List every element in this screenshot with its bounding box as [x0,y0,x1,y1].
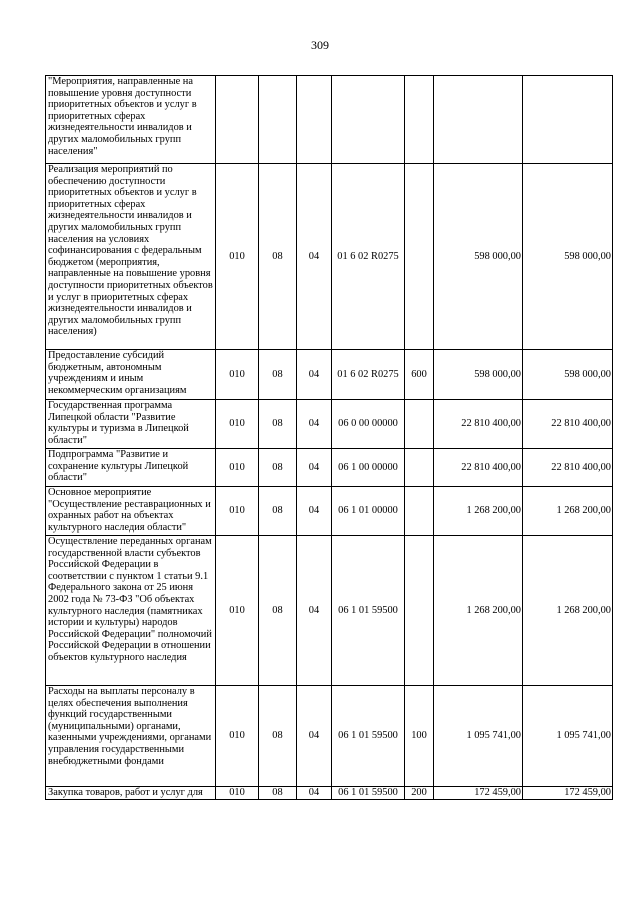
target-article-code: 01 6 02 R0275 [332,350,405,400]
amount-1: 22 810 400,00 [434,449,523,487]
expense-type-code: 600 [405,350,434,400]
ministry-code: 010 [216,400,259,449]
row-name: Государственная программа Липецкой области "Развитие культуры и туризма в Липецкой области" [46,400,216,449]
table-row [46,350,613,400]
subsection-code: 04 [297,787,332,800]
amount-2: 598 000,00 [523,350,613,400]
subsection-code: 04 [297,164,332,350]
amount-1: 1 095 741,00 [434,686,523,787]
target-article-code: 06 1 00 00000 [332,449,405,487]
section-code: 08 [259,400,297,449]
subsection-code: 04 [297,686,332,787]
amount-1 [434,76,523,164]
ministry-code [216,76,259,164]
ministry-code: 010 [216,164,259,350]
target-article-code: 06 1 01 59500 [332,536,405,686]
table-row [46,487,613,536]
amount-1: 1 268 200,00 [434,536,523,686]
section-code: 08 [259,536,297,686]
table-row [46,76,613,164]
section-code: 08 [259,487,297,536]
target-article-code: 06 0 00 00000 [332,400,405,449]
section-code: 08 [259,787,297,800]
section-code [259,76,297,164]
amount-1: 22 810 400,00 [434,400,523,449]
subsection-code: 04 [297,350,332,400]
row-name: Расходы на выплаты персоналу в целях обеспечения выполнения функций государственными (муниципальными) органами, казенными учреждениями, органами управления государственными внебюджетными фондами [46,686,216,787]
expense-type-code [405,76,434,164]
expense-type-code [405,536,434,686]
ministry-code: 010 [216,350,259,400]
row-name: Подпрограмма "Развитие и сохранение культуры Липецкой области" [46,449,216,487]
expense-type-code [405,400,434,449]
page-number: 309 [311,38,329,52]
section-code: 08 [259,350,297,400]
table-row [46,449,613,487]
ministry-code: 010 [216,787,259,800]
row-name: Предоставление субсидий бюджетным, автономным учреждениям и иным некоммерческим организациям [46,350,216,400]
ministry-code: 010 [216,487,259,536]
row-name: Осуществление переданных органам государственной власти субъектов Российской Федерации в соответствии с пунктом 1 статьи 9.1 Федерального закона от 25 июня 2002 года № 73-ФЗ "Об объектах культурного наследия (памятниках истории и культуры) народов Российской Федерации" полномочий Российской Федерации в отношении объектов культурного наследия [46,536,216,686]
amount-2: 1 095 741,00 [523,686,613,787]
section-code: 08 [259,449,297,487]
table-row [46,164,613,350]
table-row [46,536,613,686]
amount-1: 1 268 200,00 [434,487,523,536]
target-article-code: 06 1 01 00000 [332,487,405,536]
subsection-code: 04 [297,449,332,487]
expense-type-code: 100 [405,686,434,787]
subsection-code [297,76,332,164]
target-article-code: 06 1 01 59500 [332,787,405,800]
table-row [46,787,613,800]
amount-1: 172 459,00 [434,787,523,800]
amount-2: 22 810 400,00 [523,400,613,449]
amount-2: 172 459,00 [523,787,613,800]
expense-type-code [405,449,434,487]
table-row [46,400,613,449]
row-name: Закупка товаров, работ и услуг для [46,787,216,800]
subsection-code: 04 [297,487,332,536]
target-article-code [332,76,405,164]
subsection-code: 04 [297,400,332,449]
section-code: 08 [259,164,297,350]
section-code: 08 [259,686,297,787]
row-name: Реализация мероприятий по обеспечению доступности приоритетных объектов и услуг в приоритетных сферах жизнедеятельности инвалидов и других маломобильных групп населения на условиях софинансирования с федеральным бюджетом (мероприятия, направленные на повышение уровня доступности приоритетных объектов и услуг в приоритетных сферах жизнедеятельности инвалидов и других маломобильных групп населения) [46,164,216,350]
amount-2: 598 000,00 [523,164,613,350]
expense-type-code [405,164,434,350]
amount-1: 598 000,00 [434,164,523,350]
amount-2 [523,76,613,164]
ministry-code: 010 [216,449,259,487]
target-article-code: 01 6 02 R0275 [332,164,405,350]
ministry-code: 010 [216,536,259,686]
budget-table [45,75,613,800]
ministry-code: 010 [216,686,259,787]
amount-2: 1 268 200,00 [523,487,613,536]
amount-1: 598 000,00 [434,350,523,400]
amount-2: 1 268 200,00 [523,536,613,686]
expense-type-code: 200 [405,787,434,800]
expense-type-code [405,487,434,536]
amount-2: 22 810 400,00 [523,449,613,487]
table-row [46,686,613,787]
target-article-code: 06 1 01 59500 [332,686,405,787]
row-name: "Мероприятия, направленные на повышение уровня доступности приоритетных объектов и услуг в приоритетных сферах жизнедеятельности инвалидов и других маломобильных групп населения" [46,76,216,164]
subsection-code: 04 [297,536,332,686]
row-name: Основное мероприятие "Осуществление реставрационных и охранных работ на объектах культурного наследия области" [46,487,216,536]
